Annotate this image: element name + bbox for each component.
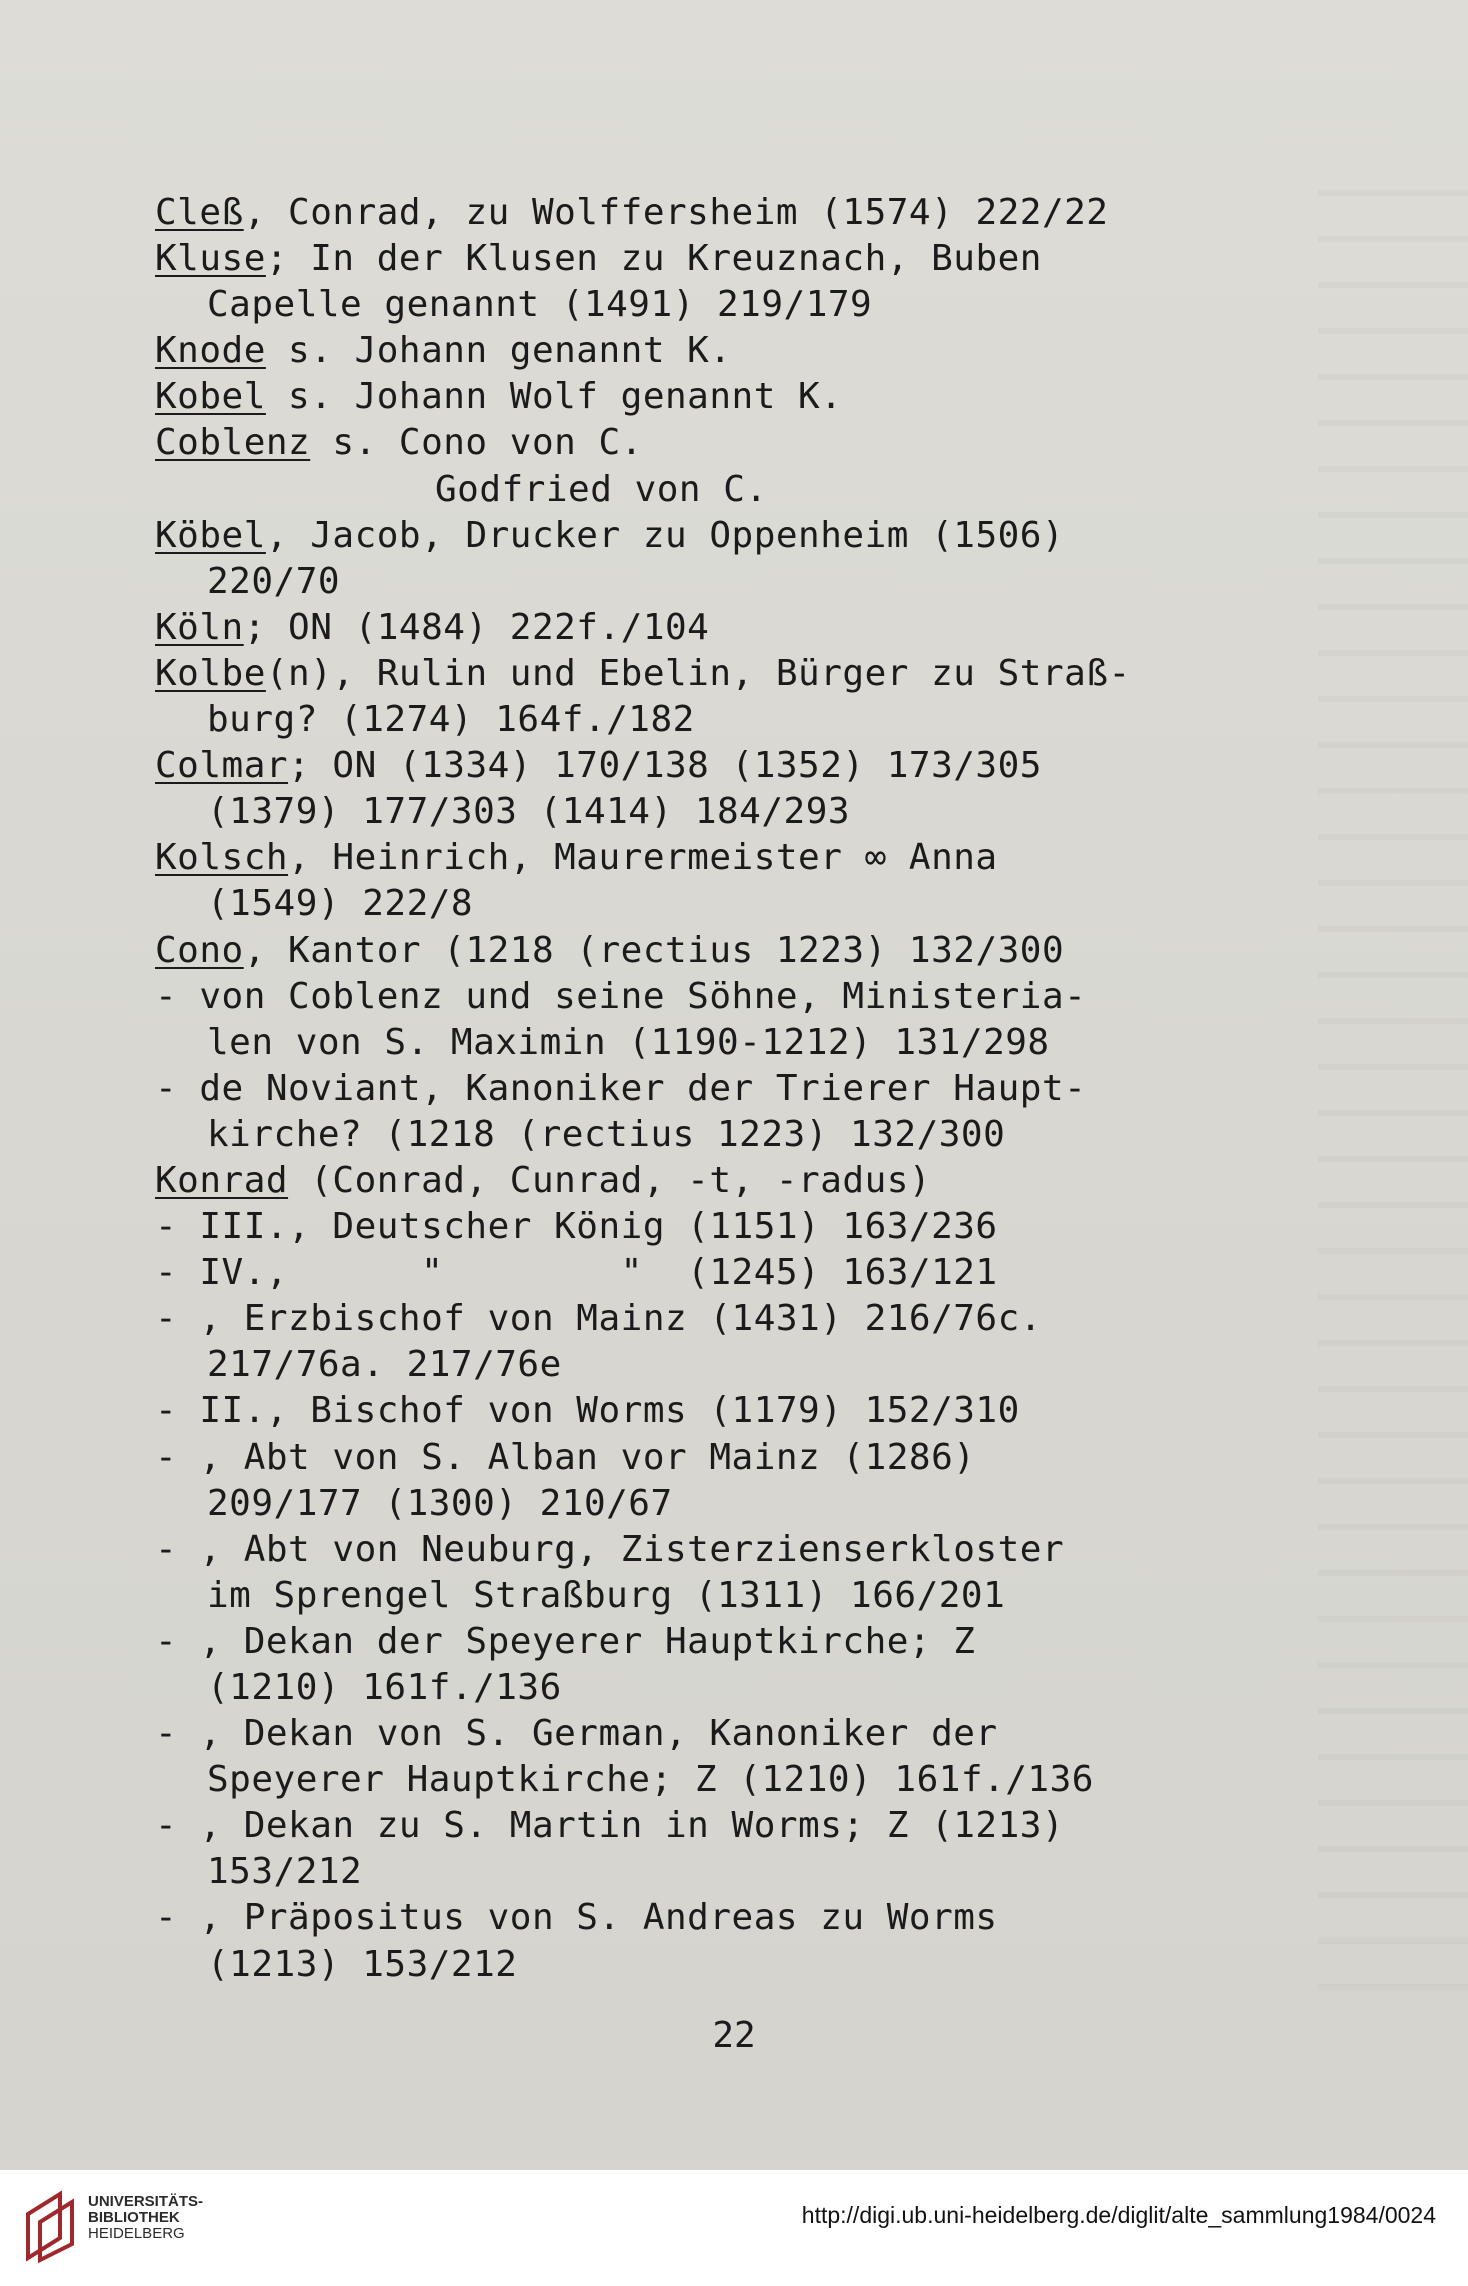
index-line — [155, 1435, 1315, 1481]
entry-keyword: Konrad — [155, 1159, 289, 1201]
index-line — [155, 1619, 1315, 1665]
entry-text: Speyerer Hauptkirche; Z (1210) 161f./136 — [207, 1759, 1094, 1801]
library-name — [88, 2194, 203, 2242]
entry-keyword: Kolbe — [155, 652, 266, 694]
entry-text: s. Johann genannt K. — [265, 330, 732, 372]
index-line — [155, 651, 1315, 697]
entry-text: (n), Rulin und Ebelin, Bürger zu Straß- — [265, 652, 1131, 694]
index-line — [155, 1895, 1315, 1941]
entry-text: - von Coblenz und seine Söhne, Ministeria- — [155, 975, 1087, 1017]
footer-bar — [0, 2170, 1468, 2286]
entry-text: ; ON (1484) 222f./104 — [243, 606, 710, 648]
entry-text: ; ON (1334) 170/138 (1352) 173/305 — [288, 745, 1042, 787]
entry-text: , Kantor (1218 (rectius 1223) 132/300 — [243, 929, 1065, 971]
index-line — [155, 1803, 1315, 1849]
entry-text: - de Noviant, Kanoniker der Trierer Haupt- — [155, 1067, 1087, 1109]
entry-text: Capelle genannt (1491) 219/179 — [207, 284, 873, 326]
entry-text: (1213) 153/212 — [207, 1943, 518, 1985]
index-line — [155, 328, 1315, 374]
page-number: 22 — [712, 2015, 756, 2056]
index-line — [155, 467, 1315, 513]
entry-text: - , Dekan der Speyerer Hauptkirche; Z — [155, 1620, 976, 1662]
index-line — [155, 1020, 1315, 1066]
entry-text: (1379) 177/303 (1414) 184/293 — [207, 791, 851, 833]
entry-keyword: Köbel — [155, 514, 266, 556]
entry-text: ; In der Klusen zu Kreuznach, Buben — [265, 238, 1042, 280]
index-line — [155, 928, 1315, 974]
index-line — [155, 743, 1315, 789]
entry-text: (Conrad, Cunrad, -t, -radus) — [288, 1159, 932, 1201]
index-line — [155, 1158, 1315, 1204]
index-line — [155, 1388, 1315, 1434]
logo-line-1: UNIVERSITÄTS- — [88, 2193, 204, 2210]
entry-text: Godfried von C. — [435, 468, 768, 510]
index-line — [155, 420, 1315, 466]
index-line — [155, 236, 1315, 282]
entry-keyword: Köln — [155, 606, 244, 648]
source-url-link[interactable]: http://digi.ub.uni-heidelberg.de/diglit/alte_sammlung1984/0024 — [801, 2202, 1436, 2228]
entry-keyword: Kobel — [155, 376, 266, 418]
entry-keyword: Kluse — [155, 238, 266, 280]
show-through-shadow — [1318, 190, 1468, 2020]
index-line — [155, 513, 1315, 559]
entry-text: , Conrad, zu Wolffersheim (1574) 222/22 — [243, 192, 1109, 233]
entry-text: - , Dekan von S. German, Kanoniker der — [155, 1713, 998, 1755]
entry-text: - , Erzbischof von Mainz (1431) 216/76c. — [155, 1298, 1042, 1340]
entry-text: len von S. Maximin (1190-1212) 131/298 — [207, 1021, 1050, 1063]
index-line — [155, 282, 1315, 328]
entry-text: , Heinrich, Maurermeister ∞ Anna — [288, 837, 998, 879]
index-line — [155, 1342, 1315, 1388]
entry-text: - , Abt von Neuburg, Zisterzienserkloster — [155, 1528, 1065, 1570]
index-entries — [155, 190, 1315, 1988]
index-line — [155, 190, 1315, 236]
index-line — [155, 881, 1315, 927]
entry-keyword: Knode — [155, 330, 266, 372]
index-line — [155, 1250, 1315, 1296]
index-line — [155, 1849, 1315, 1895]
index-line — [155, 1204, 1315, 1250]
entry-text: kirche? (1218 (rectius 1223) 132/300 — [207, 1113, 1006, 1155]
index-line — [155, 1757, 1315, 1803]
index-line — [155, 789, 1315, 835]
logo-line-2: BIBLIOTHEK — [88, 2209, 180, 2226]
entry-text: - II., Bischof von Worms (1179) 152/310 — [155, 1390, 1020, 1432]
index-line — [155, 1527, 1315, 1573]
index-line — [155, 1296, 1315, 1342]
index-line — [155, 1112, 1315, 1158]
index-line — [155, 697, 1315, 743]
entry-keyword: Cono — [155, 929, 244, 971]
entry-text: - , Präpositus von S. Andreas zu Worms — [155, 1897, 998, 1939]
entry-text: - , Dekan zu S. Martin in Worms; Z (1213) — [155, 1805, 1065, 1847]
index-line — [155, 1942, 1315, 1988]
library-logo-icon — [20, 2188, 90, 2264]
entry-text: s. Cono von C. — [310, 422, 643, 464]
entry-text: burg? (1274) 164f./182 — [207, 699, 695, 741]
index-line — [155, 835, 1315, 881]
index-line — [155, 1481, 1315, 1527]
entry-text: - IV., " " (1245) 163/121 — [155, 1252, 998, 1294]
index-line — [155, 1066, 1315, 1112]
index-line — [155, 1665, 1315, 1711]
entry-text: (1549) 222/8 — [207, 883, 474, 925]
entry-text: , Jacob, Drucker zu Oppenheim (1506) — [265, 514, 1065, 556]
index-line — [155, 605, 1315, 651]
index-line — [155, 374, 1315, 420]
index-line — [155, 974, 1315, 1020]
entry-text: 220/70 — [207, 560, 341, 602]
index-line — [155, 1711, 1315, 1757]
entry-text: 209/177 (1300) 210/67 — [207, 1482, 673, 1524]
entry-text: (1210) 161f./136 — [207, 1667, 562, 1708]
entry-text: s. Johann Wolf genannt K. — [265, 376, 843, 418]
entry-keyword: Kolsch — [155, 837, 289, 879]
entry-text: - III., Deutscher König (1151) 163/236 — [155, 1206, 998, 1248]
entry-keyword: Colmar — [155, 745, 289, 787]
logo-line-3: HEIDELBERG — [88, 2225, 185, 2242]
entry-keyword: Coblenz — [155, 422, 311, 464]
entry-keyword: Cleß — [155, 192, 244, 233]
entry-text: - , Abt von S. Alban vor Mainz (1286) — [155, 1436, 976, 1478]
entry-text: 153/212 — [207, 1851, 363, 1893]
index-line — [155, 559, 1315, 605]
entry-text: im Sprengel Straßburg (1311) 166/201 — [207, 1574, 1006, 1616]
entry-text: 217/76a. 217/76e — [207, 1344, 562, 1386]
index-line — [155, 1573, 1315, 1619]
